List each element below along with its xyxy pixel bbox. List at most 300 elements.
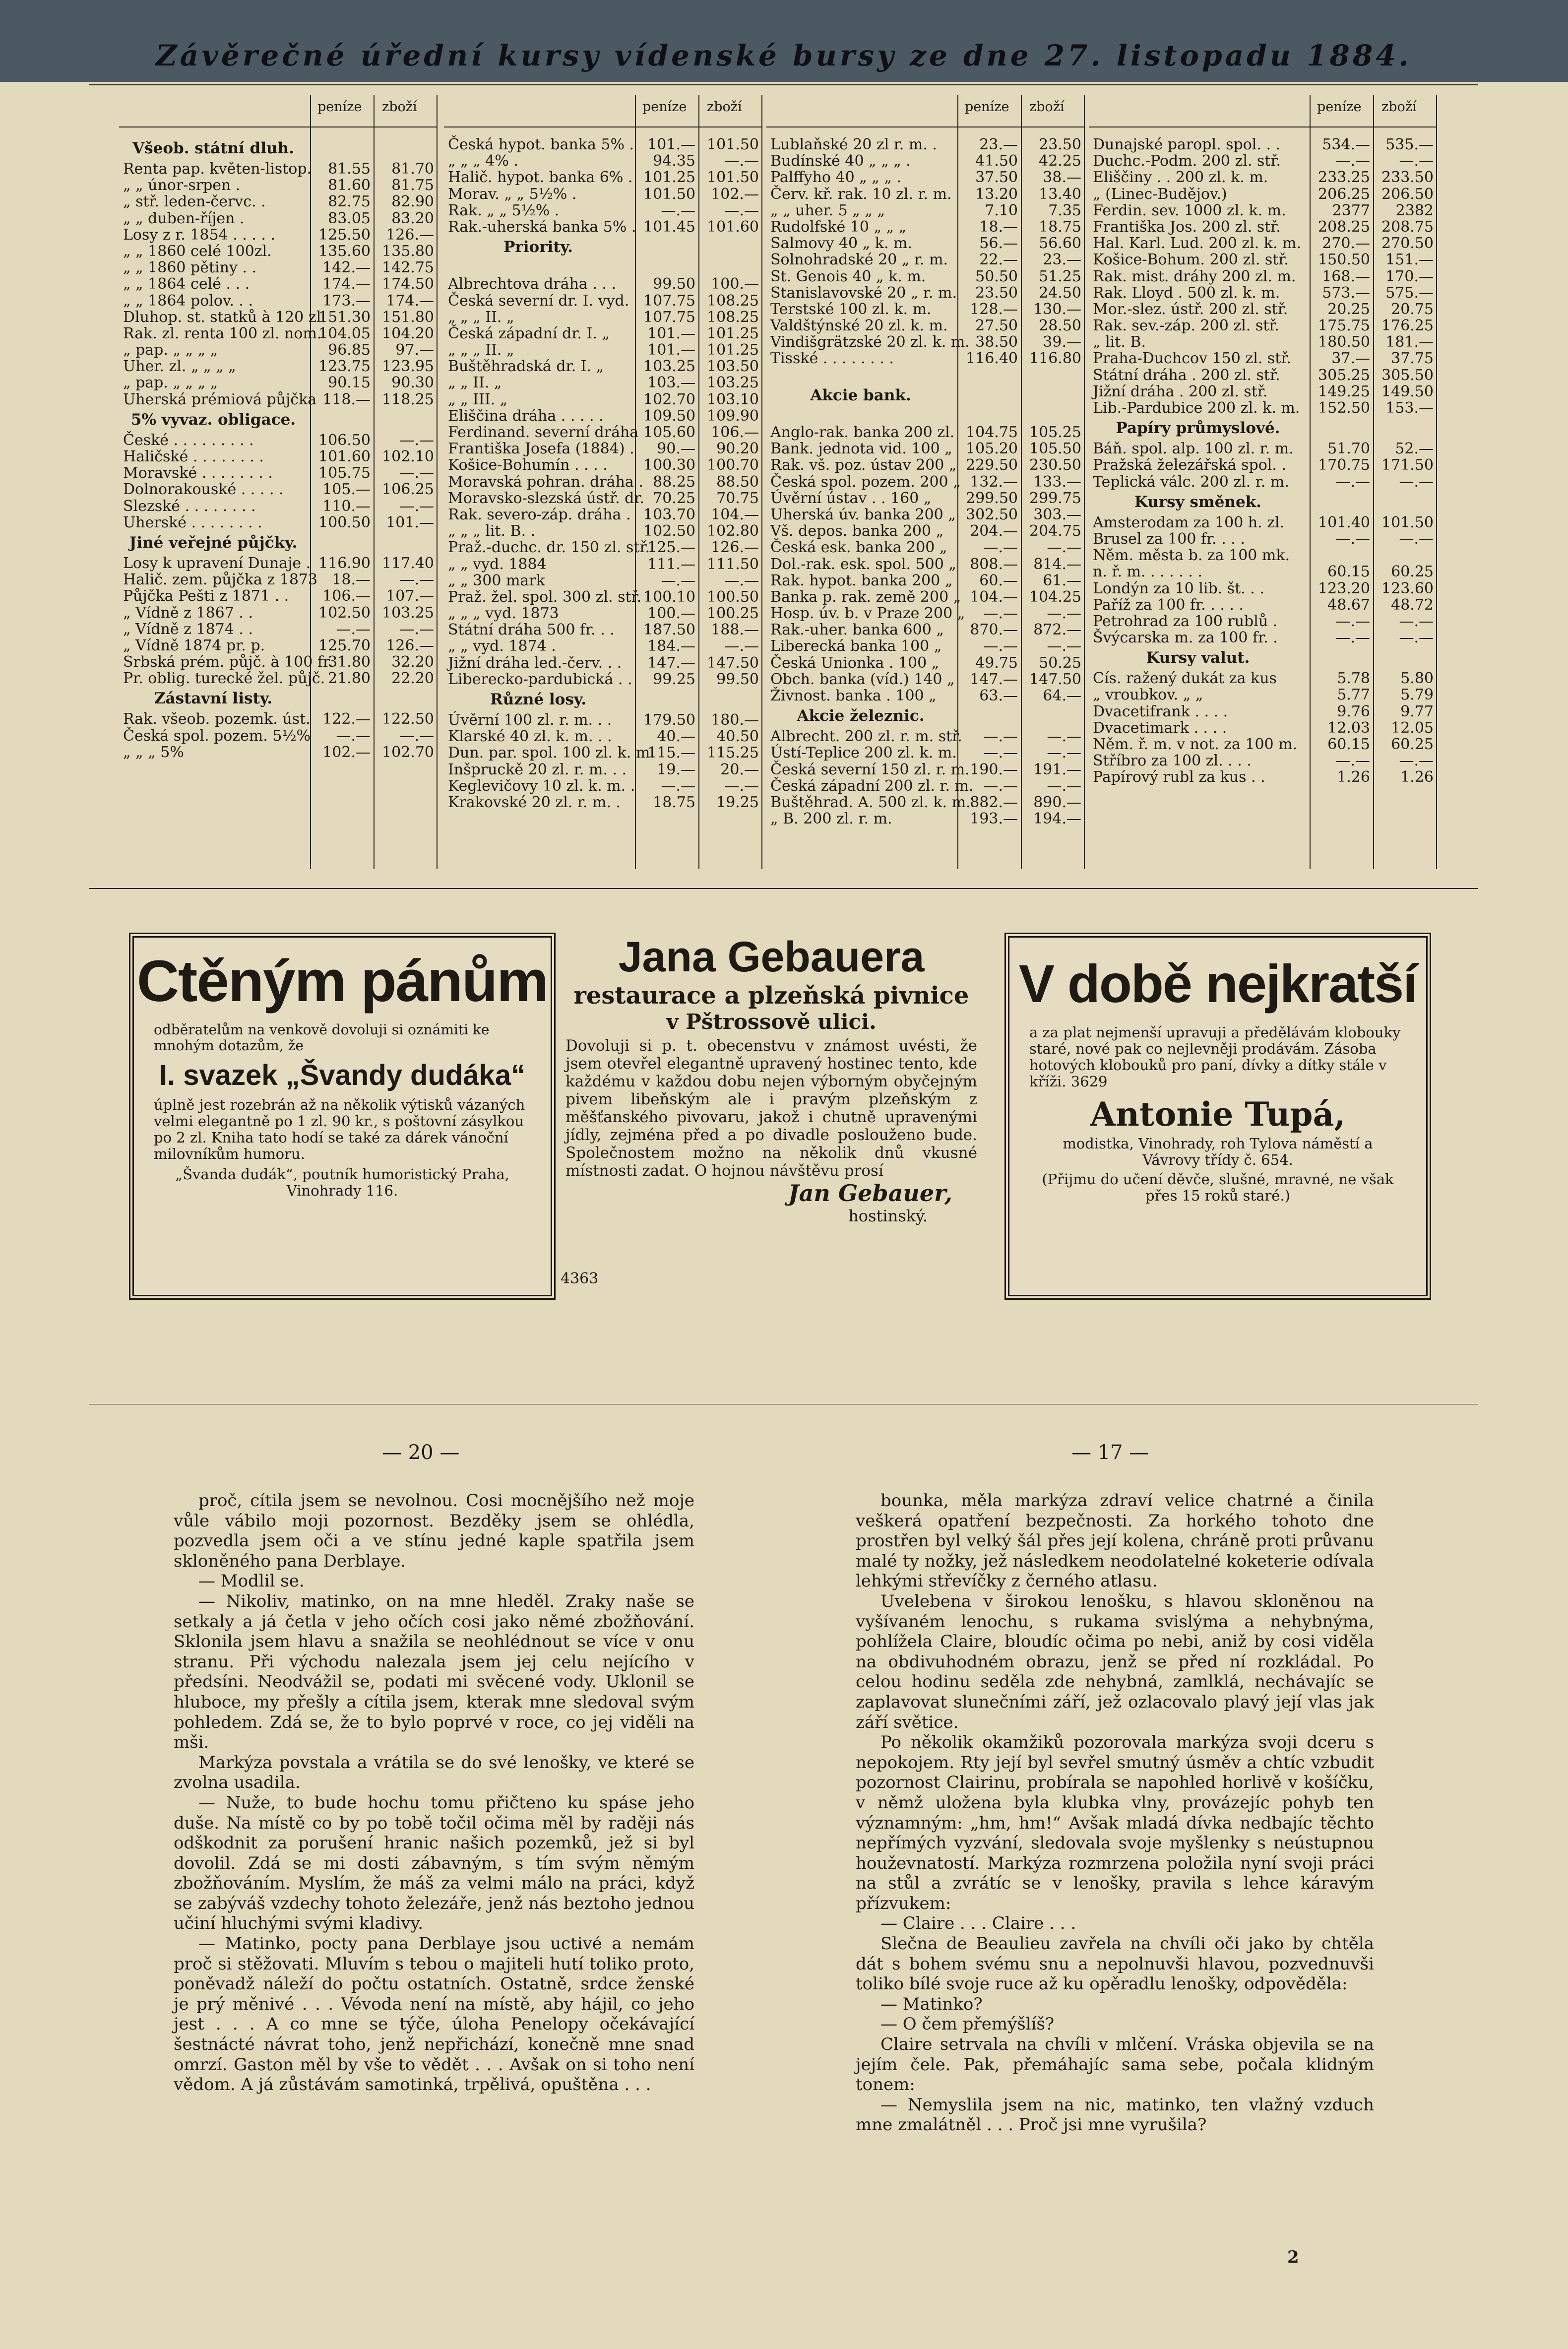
value-zbozi: 64.— [1043,687,1081,704]
row-name: Teplická válc. 200 zl. r. m. [1093,473,1289,491]
value-penize: 107.75 [643,292,695,310]
table-row [766,350,1084,367]
value-zbozi: 38.— [1043,169,1081,187]
row-name: „ Vídně z 1874 . . [123,620,253,638]
table-row [444,778,761,794]
table-row [766,778,1084,794]
row-name: Slezské . . . . . . . . [123,497,256,515]
value-zbozi: 103.25 [707,374,759,392]
paragraph: Markýza povstala a vrátila se do své lenošky, ve které se zvolna usadila. [174,1752,694,1793]
row-name: Morav. „ „ 5½% . [448,185,577,203]
table-row [766,605,1084,622]
row-name: Liberecko-pardubická . . [448,670,632,688]
row-name: Srbská prém. půjč. à 100 fr. [123,653,333,671]
row-name: Františka Josefa (1884) . [448,440,634,458]
value-penize: —.— [336,620,371,638]
table-row [1089,531,1436,547]
value-penize: 233.25 [1318,169,1370,187]
value-zbozi: 108.25 [707,308,759,326]
value-zbozi: —.— [399,431,434,449]
table-row [119,293,437,309]
value-penize: —.— [983,539,1018,557]
value-penize: 13.20 [975,185,1018,203]
value-zbozi: 13.40 [1039,185,1081,203]
value-zbozi: 97.— [395,341,434,359]
row-name: „ pap. „ „ „ „ [123,374,218,392]
table-row [119,465,437,481]
value-zbozi: —.— [1047,777,1081,795]
value-zbozi: 142.75 [382,259,434,277]
row-name: Buštěhrad. A. 500 zl. k. m. [770,793,971,811]
value-zbozi: —.— [399,620,434,638]
value-zbozi: 100.50 [707,588,759,606]
table-row [766,202,1084,219]
value-penize: 132.— [970,473,1018,491]
value-penize: 9.76 [1337,702,1370,720]
row-name: „ Vídně z 1867 . . [123,604,253,622]
table-row [1089,597,1436,613]
row-name: Uherská úv. banka 200 „ [770,506,956,523]
table-row [1089,219,1436,235]
ad-center-number: 4363 [561,1270,599,1287]
section-heading: Různé losy. [490,691,587,708]
row-name: Krakovské 20 zl. r. m. . [448,793,621,811]
value-zbozi: —.— [1399,629,1434,647]
table-row [444,325,761,342]
value-penize: 101.60 [318,448,371,465]
value-penize: 116.90 [318,554,371,572]
column-rule [761,95,762,869]
table-row [444,728,761,745]
value-penize: 48.67 [1327,596,1370,614]
value-zbozi: 174.— [386,292,434,310]
value-zbozi: 188.— [711,621,759,639]
value-zbozi: 101.50 [707,136,759,153]
value-penize: 302.50 [966,506,1018,523]
col-header-zbozi: zboží [382,99,417,115]
title-rule [89,84,1478,85]
value-zbozi: 20.— [720,761,759,778]
table-row [119,227,437,243]
value-penize: 170.75 [1318,456,1370,474]
value-penize: 116.40 [966,350,1018,368]
value-penize: —.— [336,727,371,745]
row-name: n. ř. m. . . . . . . [1093,563,1202,581]
row-name: Rak. mist. dráhy 200 zl. m. [1093,267,1296,285]
row-name: Pražská železářská spol. . [1093,456,1287,474]
row-name: Česká spol. pozem. 5½% [123,727,311,745]
table-row [1089,350,1436,367]
row-name: „ vroubkov. „ „ [1093,686,1203,704]
value-zbozi: 83.20 [391,209,434,227]
value-penize: 83.05 [328,209,371,227]
value-penize: 135.60 [318,242,371,260]
row-name: Londýn za 10 lib. št. . . [1093,579,1264,597]
value-zbozi: 100.25 [707,605,759,623]
value-zbozi: 70.75 [716,489,759,507]
ad-right-address: modistka, Vinohrady, roh Tylova náměstí a Vávrovy třídy č. 654. [1063,1135,1373,1168]
table-row [766,556,1084,572]
table-row [1089,753,1436,769]
value-penize: 190.— [970,761,1018,778]
value-penize: 147.— [970,670,1018,688]
table-row [766,507,1084,523]
table-row [766,762,1084,778]
ad-left-headline: Ctěným pánům [136,949,548,1014]
value-penize: —.— [661,777,695,795]
row-name: Živnost. banka . 100 „ [770,687,937,704]
table-row [766,268,1084,285]
value-zbozi: —.— [1399,752,1434,770]
row-name: Paříž za 100 fr. . . . . [1093,596,1244,614]
row-name: Albrecht. 200 zl. r. m. stř. [770,728,962,746]
row-name: Dvacetimark . . . . [1093,719,1227,737]
value-zbozi: 20.75 [1391,300,1434,318]
table-row [766,523,1084,539]
row-name: Rak. Lloyd . 500 zl. k. m. [1093,284,1280,302]
table-row [766,728,1084,745]
table-row [444,655,761,671]
row-name: Halič. zem. půjčka z 1873 [123,571,318,589]
row-name: Ústí-Teplice 200 zl. k. m. [770,744,957,762]
value-zbozi: 101.50 [1381,513,1434,531]
row-name: Dluhop. st. statků à 120 zl. [123,308,326,326]
value-zbozi: 5.79 [1400,686,1434,704]
value-zbozi: 2382 [1395,201,1434,219]
table-row [766,589,1084,605]
row-name: Ferdinand. severní dráha [448,424,639,441]
col-header-zbozi: zboží [707,99,742,115]
value-penize: 109.50 [643,407,695,425]
value-zbozi: 814.— [1033,555,1081,573]
paragraph: bounka, měla markýza zdraví velice chatrné a činila veškerá opatření bezpečnosti. Za horkého tohoto dne prostřen byl velký šál přes její kolena, chráně proti průvanu malé ty nožky, jež následkem neodolatelné koketerie odívala lehkými střevíčky z černého atlasu. [856,1491,1374,1591]
value-zbozi: 102.10 [382,448,434,465]
value-zbozi: 90.30 [391,374,434,392]
table-row [766,317,1084,334]
value-zbozi: 105.25 [1029,424,1081,441]
value-zbozi: 18.75 [1039,218,1081,236]
table-row [766,136,1084,153]
value-zbozi: —.— [1047,605,1081,623]
row-name: „ B. 200 zl. r. m. [770,810,892,828]
value-zbozi: —.— [399,571,434,589]
value-penize: 51.70 [1327,440,1370,458]
row-name: Rak. hypot. banka 200 „ [770,571,953,589]
value-penize: 99.25 [653,670,695,688]
table-row [119,309,437,325]
row-name: Rak.-uherská banka 5% . [448,218,636,236]
value-penize: 151.30 [318,308,371,326]
row-name: Renta pap. květen-listop. [123,160,312,178]
value-zbozi: —.— [724,637,759,655]
row-name: Brusel za 100 fr. . . . [1093,530,1245,548]
value-zbozi: 126.— [386,636,434,654]
column-rule [1084,95,1085,869]
value-zbozi: —.— [1399,473,1434,491]
col-header-penize: peníze [965,99,1009,115]
value-penize: 111.— [647,555,695,573]
page-left-text [174,1491,694,2095]
row-name: „ „ „ 4% . [448,152,518,170]
table-row [1089,457,1436,473]
row-name: Inšpruckě 20 zl. r. m. . . [448,761,627,778]
row-name: Vindišgrätzské 20 zl. k. m. [770,333,970,351]
row-name: Uherská prémiová půjčka [123,390,317,408]
section-heading: Kursy valut. [1146,649,1250,667]
value-zbozi: 204.75 [1029,522,1081,540]
value-penize: 187.50 [643,621,695,639]
row-name: Keglevičovy 10 zl. k. m. . [448,777,635,795]
value-zbozi: 104.25 [1029,588,1081,606]
ad-center [561,933,982,1290]
value-zbozi: 106.— [711,424,759,441]
table-row [444,572,761,589]
row-name: „ „ 1864 polov. . . [123,292,253,310]
value-zbozi: 133.— [1033,473,1081,491]
value-penize: 125.50 [318,226,371,244]
table-row [1089,630,1436,646]
row-name: Praž. žel. spol. 300 zl. stř. [448,588,642,606]
value-zbozi: —.— [724,152,759,170]
value-penize: 270.— [1322,235,1370,253]
table-row [119,728,437,744]
value-zbozi: 101.60 [707,218,759,236]
value-zbozi: —.— [1399,530,1434,548]
row-name: Česká spol. pozem. 200 „ [770,473,961,491]
ad-left-body: úplně jest rozebrán až na několik výtisků vázaných velmi elegantně po 1 zl. 90 kr., s poštovní zásylkou po 2 zl. Kniha tato hodí se také za dárek vánoční milovníkům humoru. [154,1096,525,1162]
table-row [444,169,761,186]
value-zbozi: 88.50 [716,473,759,491]
table-row [119,243,437,259]
row-name: Losy z r. 1854 . . . . . [123,226,276,244]
value-zbozi: 116.80 [1029,350,1081,368]
table-row [766,285,1084,301]
value-penize: 107.75 [643,308,695,326]
row-name: Obch. banka (víd.) 140 „ [770,670,955,688]
row-name: Dunajské paropl. spol. . . [1093,136,1281,153]
value-zbozi: 81.75 [391,177,434,194]
value-penize: 102.50 [318,604,371,622]
value-penize: 168.— [1322,267,1370,285]
value-zbozi: 206.50 [1381,185,1434,203]
value-penize: 175.75 [1318,317,1370,335]
value-penize: 103.25 [643,358,695,376]
table-row [119,177,437,193]
table-row [766,408,1084,424]
value-zbozi: 151.— [1385,251,1434,269]
value-penize: 147.— [647,654,695,672]
paragraph: — Modlil se. [198,1571,305,1591]
value-zbozi: 24.50 [1039,284,1081,302]
value-penize: 102.70 [643,390,695,408]
value-penize: 19.— [657,761,695,778]
value-penize: 193.— [970,810,1018,828]
row-name: Banka p. rak. země 200 „ [770,588,961,606]
table-bottom-rule [89,888,1478,889]
value-penize: 103.— [647,374,695,392]
col-header-penize: peníze [317,99,362,115]
table-row [1089,169,1436,186]
table-row [119,481,437,498]
value-zbozi: 60.25 [1391,736,1434,753]
row-name: Dol.-rak. esk. spol. 500 „ [770,555,956,573]
value-penize: 88.25 [653,473,695,491]
value-penize: 82.75 [328,193,371,211]
row-name: Liberecká banka 100 „ [770,637,942,655]
value-penize: 2377 [1332,201,1370,219]
row-name: Uher. zl. „ „ „ „ [123,358,236,376]
value-zbozi: 299.75 [1029,489,1081,507]
table-row [444,507,761,523]
value-zbozi: 575.— [1385,284,1434,302]
page-title: Závěrečné úřední kursy vídenské bursy ze dne 27. listopadu 1884. [156,39,1412,72]
section-heading: Kursy směnek. [1134,493,1261,511]
row-name: Cís. ražený dukát za kus [1093,670,1277,688]
row-name: Státní dráha . 200 zl. stř. [1093,366,1280,384]
column-rule [437,95,438,869]
value-zbozi: 100.— [711,275,759,293]
page-left-number: — 20 — [382,1441,460,1464]
value-zbozi: 872.— [1033,621,1081,639]
value-penize: —.— [1335,152,1370,170]
ad-center-headline: Jana Gebauera [618,933,925,981]
paragraph: — Matinko, pocty pana Derblaye jsou uctivé a nemám proč si stěžovati. Mluvím s tebou o majiteli hutí toliko proto, poněvadž náleží do počtu ostatních. Ostatně, srdce ženské je prý měnivé . . . Vévoda není na místě, aby hájil, co jeho jest . . . A co mne se týče, úloha Penelopy očekávající šestnácté návrat toho, jenž nepřichází, konečně mne snad omrzí. Gaston měl by vše to vědět . . . Avšak on si toho není vědom. A já zůstávám samotinká, trpělivá, opuštěna . . . [174,1934,694,2095]
row-name: Moravsko-slezská ústř. dr. [448,489,644,507]
table-row [1089,400,1436,416]
table-column [766,136,1084,925]
page-right-text [856,1491,1374,2135]
value-penize: 5.78 [1337,670,1370,688]
row-name: Hosp. úv. b. v Praze 200 „ [770,605,965,623]
table-row [1089,136,1436,153]
row-name: Něm. ř. m. v not. za 100 m. [1093,736,1298,753]
value-penize: 128.— [970,300,1018,318]
value-zbozi: —.— [724,201,759,219]
table-row [766,334,1084,350]
row-name: Salmovy 40 „ k. m. [770,235,912,253]
value-zbozi: 103.25 [382,604,434,622]
value-zbozi: 19.25 [716,793,759,811]
table-row [119,391,437,408]
value-zbozi: 9.77 [1400,702,1434,720]
table-row [119,498,437,514]
row-name: Státní dráha 500 fr. . . [448,621,615,639]
value-zbozi: 233.50 [1381,169,1434,187]
row-name: „ „ „ lit. B. . [448,522,536,540]
section-heading: Jiné veřejné půjčky. [129,533,298,552]
ad-right-note: (Přijmu do učení děvče, slušné, mravné, ne však přes 15 roků staré.) [1042,1171,1394,1204]
value-zbozi: 32.20 [391,653,434,671]
value-zbozi: 1.26 [1400,768,1434,786]
row-name: Báň. spol. alp. 100 zl. r. m. [1093,440,1294,458]
value-zbozi: 5.80 [1400,670,1434,688]
value-penize: 101.— [647,341,695,359]
table-row [1089,334,1436,350]
table-row [119,448,437,465]
value-penize: 7.10 [985,201,1018,219]
row-name: Rak. vš. poz. ústav 200 „ [770,456,957,474]
table-row [444,153,761,169]
value-zbozi: 99.50 [716,670,759,688]
value-penize: 96.85 [328,341,371,359]
row-name: Eliščiny . . 200 zl. k. m. [1093,169,1268,187]
table-row [1089,769,1436,785]
value-penize: 105.20 [966,440,1018,458]
value-penize: 100.50 [318,513,371,531]
value-penize: 573.— [1322,284,1370,302]
row-name: „ stř. leden-červc. . [123,193,266,211]
table-row [119,193,437,210]
table-row [444,638,761,654]
row-name: Amsterodam za 100 h. zl. [1093,513,1285,531]
table-row [1089,687,1436,703]
value-zbozi: 109.90 [707,407,759,425]
row-name: Rak.-uher. banka 600 „ [770,621,944,639]
value-zbozi: 28.50 [1039,317,1081,335]
table-row [119,325,437,342]
row-name: Jižní dráha led.-červ. . . [448,654,622,672]
row-name: Lib.-Pardubice 200 zl. k. m. [1093,399,1300,417]
section-heading: 5% vyvaz. obligace. [130,410,296,429]
row-name: Terstské 100 zl. k. m. [770,300,932,318]
value-zbozi: 104.20 [382,324,434,342]
value-penize: 142.— [322,259,371,277]
paragraph: Uvelebena v širokou lenošku, s hlavou skloněnou na vyšívaném lenochu, s rukama svislýma a nehybnýma, pohlížela Claire, bloudíc očima po nebi, aniž by cosi viděla na obdivuhodném obrazu, jenž se před ní rozkládal. Po celou hodinu seděla zde nehybná, zamlklá, nechávajíc se zaplavovat slunečními září, jež ozlacovalo plavý její vlas jak září světice. [856,1591,1374,1732]
value-zbozi: 61.— [1043,571,1081,589]
table-row [444,186,761,202]
row-name: Uherské . . . . . . . . [123,513,262,531]
value-penize: 123.75 [318,358,371,376]
value-zbozi: 12.05 [1391,719,1434,737]
row-name: Jižní dráha . 200 zl. stř. [1093,382,1268,400]
table-row [119,432,437,448]
value-zbozi: 170.— [1385,267,1434,285]
value-penize: 118.— [322,390,371,408]
value-penize: 534.— [1322,136,1370,153]
value-zbozi: —.— [399,727,434,745]
table-row [1089,383,1436,400]
table-row [444,474,761,490]
value-zbozi: 48.72 [1391,596,1434,614]
row-name: Půjčka Pešti z 1871 . . [123,587,289,605]
row-name: Česká severní dr. I. vyd. [448,292,629,310]
value-penize: 150.50 [1318,251,1370,269]
value-penize: 101.25 [643,169,695,187]
value-penize: 101.45 [643,218,695,236]
row-name: Dvacetifrank . . . . [1093,702,1228,720]
row-name: „ „ II. „ [448,374,502,392]
table-row [444,671,761,688]
value-penize: 204.— [970,522,1018,540]
table-row [444,276,761,292]
value-zbozi: —.— [1399,152,1434,170]
value-penize: —.— [1335,612,1370,630]
value-zbozi: 270.50 [1381,235,1434,253]
value-penize: —.— [983,728,1018,746]
value-penize: 37.50 [975,169,1018,187]
table-row [1089,252,1436,268]
value-penize: 94.35 [653,152,695,170]
row-name: Praha-Duchcov 150 zl. stř. [1093,350,1291,368]
value-penize: 101.— [647,324,695,342]
value-penize: 125.70 [318,636,371,654]
value-penize: 18.75 [653,793,695,811]
value-penize: 115.— [647,744,695,762]
row-name: „ lit. B. [1093,333,1146,351]
table-row [766,490,1084,507]
row-name: Něm. města b. za 100 mk. [1093,547,1290,565]
table-row [119,161,437,177]
